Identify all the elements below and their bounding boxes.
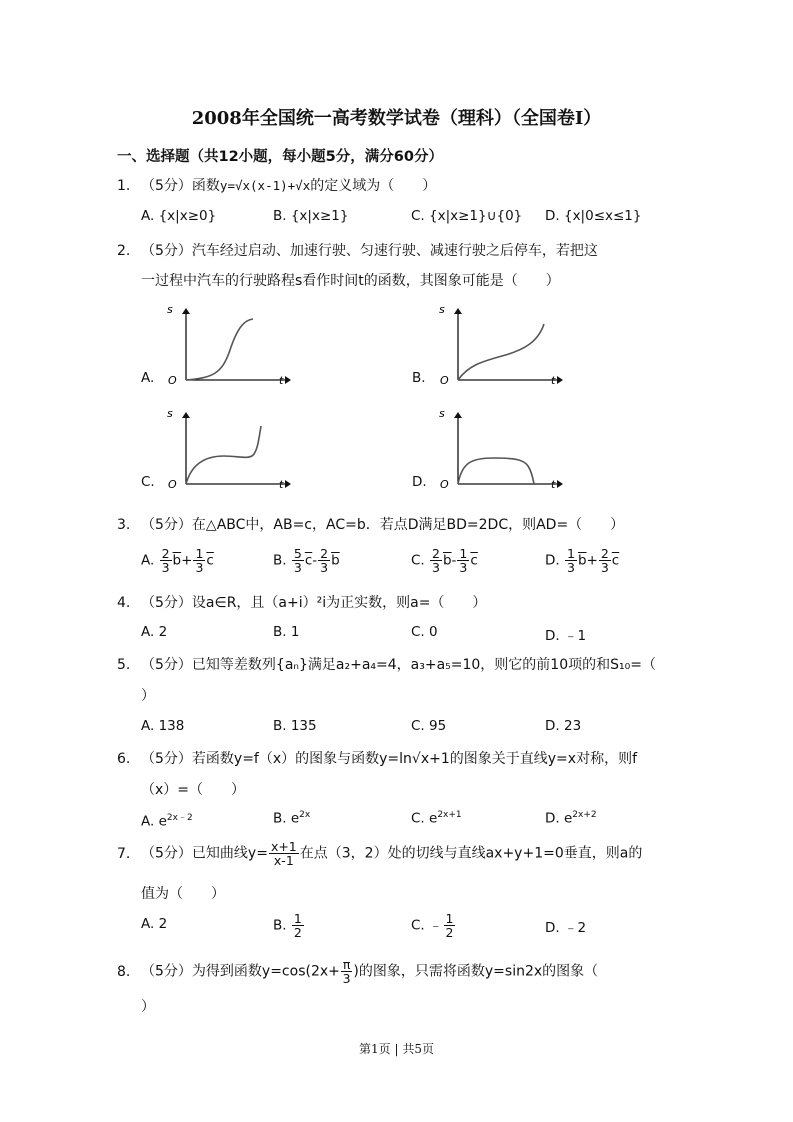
graph-c-label: C. (141, 474, 155, 490)
section-heading: 一、选择题（共12小题，每小题5分，满分60分） (117, 149, 443, 165)
option-b: B. 1 (273, 624, 300, 640)
option-a: A. 138 (141, 718, 185, 734)
fraction: $\frac{x+1}{x-1}$ (270, 839, 297, 868)
option-c: C. 95 (411, 718, 447, 734)
origin-label: O (440, 478, 449, 491)
option-d: D. {x|0≤x≤1} (545, 208, 642, 224)
option-b: B. $\frac{5}{3}$ $\overline{c}-$ $\frac{2}{3}$ $\overline{b}$ (273, 546, 340, 575)
axis-x-label: t (279, 478, 284, 491)
question-8-line2: ） (141, 999, 155, 1015)
option-d: D. 23 (545, 718, 582, 734)
origin-label: O (168, 478, 177, 491)
option-d: D. ﹣1 (545, 628, 587, 644)
fraction: $\frac{\pi}{3}$ (342, 957, 351, 986)
page-title: 2008年全国统一高考数学试卷（理科）（全国卷Ⅰ） (191, 108, 602, 129)
question-8: 8. （5分）为得到函数y=cos(2x+ $\frac{\pi}{3}$ )的图象，只需将函数y=sin2x的图象（ (117, 957, 599, 986)
option-a: A. $\frac{2}{3}$ $\overline{b}+$ $\frac{1}{3}$ $\overline{c}$ (141, 546, 214, 575)
graph-b-label: B. (412, 370, 426, 386)
axis-x-label: t (551, 374, 556, 387)
question-6: 6. （5分）若函数y=f（x）的图象与函数y=ln√x+1的图象关于直线y=x对称，则f (117, 751, 638, 767)
option-a: A. {x|x≥0} (141, 208, 217, 224)
graph-d (432, 404, 572, 499)
graph-a-label: A. (141, 370, 155, 386)
question-4: 4. （5分）设a∈R，且（a+i）²i为正实数，则a=（ ） (117, 595, 487, 611)
option-c: C. $\frac{2}{3}$ $\overline{b}-$ $\frac{1}{3}$ $\overline{c}$ (411, 546, 478, 575)
option-b: B. {x|x≥1} (273, 208, 349, 224)
origin-label: O (440, 374, 449, 387)
question-7: 7. （5分）已知曲线y= $\frac{x+1}{x-1}$ 在点（3，2）处的切线与直线ax+y+1=0垂直，则a的 (117, 839, 643, 868)
formula: y=√x(x-1)+√x (219, 178, 311, 193)
option-a: A. $e^{2x﹣2}$ (141, 813, 193, 830)
axis-y-label: s (439, 407, 445, 420)
option-d: D. $e^{2x+2}$ (545, 810, 597, 827)
axis-y-label: s (167, 303, 173, 316)
graph-c (160, 404, 300, 499)
graph-b (432, 300, 572, 395)
option-d: D. ﹣2 (545, 920, 587, 936)
option-b: B. $\frac{1}{2}$ (273, 911, 302, 940)
question-number: 1. (117, 178, 131, 194)
option-c: C. ﹣ $\frac{1}{2}$ (411, 911, 454, 940)
question-7-line2: 值为（ ） (141, 886, 225, 902)
graph-d-label: D. (412, 474, 427, 490)
axis-y-label: s (439, 303, 445, 316)
question-2-line2: 一过程中汽车的行驶路程s看作时间t的函数，其图象可能是（ ） (141, 273, 560, 289)
question-2: 2. （5分）汽车经过启动、加速行驶、匀速行驶、减速行驶之后停车，若把这 (117, 243, 598, 259)
axis-y-label: s (167, 407, 173, 420)
question-6-line2: （x）=（ ） (141, 782, 246, 798)
option-c: C. {x|x≥1}∪{0} (411, 208, 523, 224)
axis-x-label: t (551, 478, 556, 491)
option-c: C. $e^{2x+1}$ (411, 810, 462, 827)
option-a: A. 2 (141, 624, 168, 640)
axis-x-label: t (279, 374, 284, 387)
option-a: A. 2 (141, 916, 168, 932)
origin-label: O (168, 374, 177, 387)
option-b: B. $e^{2x}$ (273, 810, 311, 827)
page-footer: 第1页 | 共5页 (359, 1042, 434, 1056)
option-d: D. $\frac{1}{3}$ $\overline{b}+$ $\frac{2}{3}$ $\overline{c}$ (545, 546, 620, 575)
question-5: 5. （5分）已知等差数列{aₙ}满足a₂+a₄=4，a₃+a₅=10，则它的前10项的和S₁₀=（ (117, 657, 656, 673)
option-c: C. 0 (411, 624, 438, 640)
question-3: 3. （5分）在△ABC中，AB=c，AC=b．若点D满足BD=2DC，则AD=（ ） (117, 517, 625, 533)
question-5-line2: ） (141, 688, 155, 704)
graph-a (160, 300, 300, 395)
question-1: 1. （5分）函数y=√x(x-1)+√x的定义域为（ ） (117, 178, 437, 194)
option-b: B. 135 (273, 718, 317, 734)
